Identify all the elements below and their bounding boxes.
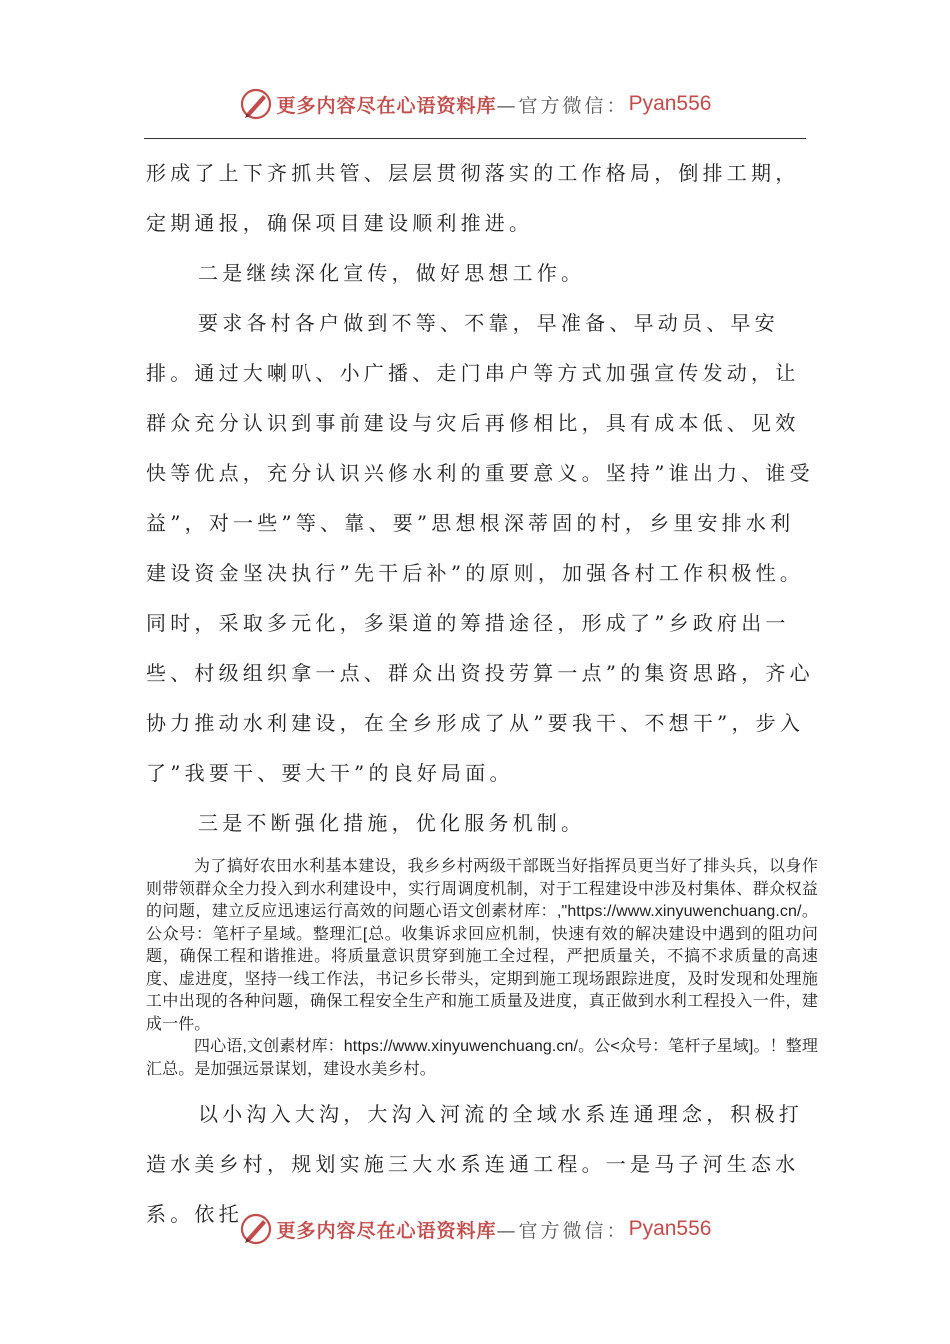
paragraph-7: 以小沟入大沟，大沟入河流的全域水系连通理念，积极打造水美乡村，规划实施三大水系连通工程。一是马子河生态水系。依托 [146,1102,803,1226]
pen-seal-logo-icon [239,87,273,121]
pen-seal-logo-icon [239,1212,273,1246]
inserted-small-text [146,848,818,1089]
section-heading-3: 三是不断强化措施，优化服务机制。 [198,811,586,835]
header-official-label: —官方微信： [496,94,629,117]
section-heading-2: 二是继续深化宣传，做好思想工作。 [198,261,586,285]
paragraph-1: 形成了上下齐抓共管、层层贯彻落实的工作格局，倒排工期，定期通报，确保项目建设顺利推进。 [146,161,800,235]
footer-tagline: 更多内容尽在心语资料库 [276,1219,497,1242]
document-body [146,148,818,1239]
header-divider [144,138,806,139]
header-tagline: 更多内容尽在心语资料库 [276,94,497,117]
paragraph-6: 四心语,文创素材库：https://www.xinyuwenchuang.cn/。公<众号：笔杆子星域]。！整理汇总。是加强远景谋划，建设水美乡村。 [146,1038,818,1078]
header-wechat-handle: Pyan556 [628,92,712,115]
footer-official-label: —官方微信： [496,1219,629,1242]
paragraph-3: 要求各村各户做到不等、不靠，早准备、早动员、早安排。通过大喇叭、小广播、走门串户等方式加强宣传发动，让群众充分认识到事前建设与灾后再修相比，具有成本低、见效快等优点，充分认识兴修水利的重要意义。坚持”谁出力、谁受益”，对一些”等、靠、要”思想根深蒂固的村，乡里安排水利建设资金坚决执行”先干后补”的原则，加强各村工作积极性。同时，采取多元化，多渠道的筹措途径，形成了”乡政府出一些、村级组织拿一点、群众出资投劳算一点”的集资思路，齐心协力推动水利建设，在全乡形成了从”要我干、不想干”，步入了”我要干、要大干”的良好局面。 [146,311,814,785]
footer-banner [0,1209,950,1249]
header-banner [0,84,950,124]
footer-wechat-handle: Pyan556 [628,1217,712,1240]
paragraph-5: 为了搞好农田水利基本建设，我乡乡村两级干部既当好指挥员更当好了排头兵，以身作则带领群众全力投入到水利建设中，实行周调度机制，对于工程建设中涉及村集体、群众权益的问题，建立反应迅速运行高效的问题心语文创素材库：,"https://www.xinyuwenchuang.cn/。公众号：笔杆子星域。整理汇[总。收集诉求回应机制，快速有效的解决建设中遇到的阻功问题，确保工程和谐推进。将质量意识贯穿到施工全过程，严把质量关，不搞不求质量的高速度、虚进度，坚持一线工作法，书记乡长带头，定期到施工现场跟踪进度，及时发现和处理施工中出现的各种问题，确保工程安全生产和施工质量及进度，真正做到水利工程投入一件，建成一件。 [146,858,818,1033]
